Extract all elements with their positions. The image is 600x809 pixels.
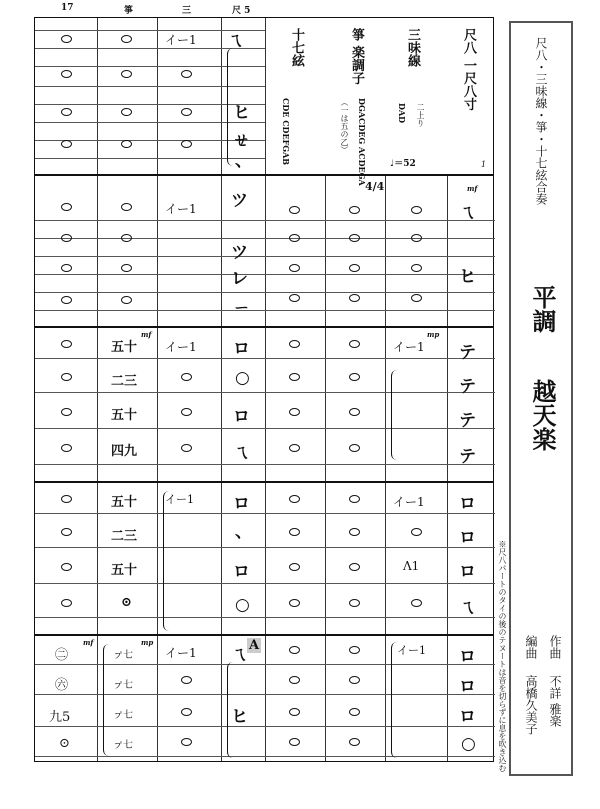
note (61, 444, 72, 452)
time-signature: 4/4 (365, 180, 385, 193)
legend-17-tuning: CDE CDEFGAB (281, 98, 291, 166)
shakuhachi-note: ツ (231, 243, 248, 263)
note (289, 738, 300, 746)
note (349, 738, 360, 746)
shakuhachi-note: テ (459, 447, 476, 467)
note (61, 108, 72, 116)
note (289, 563, 300, 571)
note (61, 563, 72, 571)
note (349, 373, 360, 381)
note (61, 495, 72, 503)
note (289, 340, 300, 348)
note (349, 599, 360, 607)
arranger-label: 編曲 (524, 635, 538, 659)
note (61, 340, 72, 348)
note (61, 408, 72, 416)
col-header-koto: 箏 (124, 6, 134, 16)
koto-note: 四九 (111, 444, 138, 459)
system-4 (34, 482, 494, 635)
note (289, 294, 300, 302)
col-header-17: 17 (61, 3, 74, 13)
shakuhachi-note: ロ (233, 339, 250, 359)
shakuhachi-note: ロ (459, 562, 476, 582)
note (181, 373, 192, 381)
legend-shakuhachi: 尺八 一尺八寸 (461, 28, 476, 111)
note (349, 206, 360, 214)
dynamic-mark: mf (141, 330, 152, 339)
note (349, 676, 360, 684)
shakuhachi-note: 、 (235, 522, 252, 542)
note (411, 234, 422, 242)
note (349, 340, 360, 348)
note (181, 444, 192, 452)
shamisen-note: イー1 (393, 340, 425, 354)
note (121, 35, 132, 43)
legend-17: 十七絃 (289, 28, 304, 67)
koto-note: ⊙ (121, 595, 132, 610)
17gen-note: 九5 (49, 710, 71, 725)
note (411, 264, 422, 272)
title-part-1: 平調 (528, 285, 557, 333)
shamisen-note: イー1 (165, 493, 194, 506)
shakuhachi-note: ㄟ (459, 598, 476, 618)
note (181, 70, 192, 78)
col-header-shamisen: 三 (182, 6, 192, 16)
shakuhachi-note: ロ (459, 494, 476, 514)
koto-note: 二三 (111, 374, 138, 389)
system-5 (34, 635, 494, 762)
shamisen-note: イー1 (165, 202, 197, 216)
koto-note: 二三 (111, 529, 138, 544)
note (121, 108, 132, 116)
note (121, 296, 132, 304)
shakuhachi-note: ヒ (231, 707, 248, 727)
note (349, 444, 360, 452)
note (349, 408, 360, 416)
note (121, 234, 132, 242)
note (411, 599, 422, 607)
note (289, 495, 300, 503)
note (61, 528, 72, 536)
note (181, 408, 192, 416)
note (61, 70, 72, 78)
shakuhachi-note: ㄟ (231, 645, 248, 665)
note (289, 206, 300, 214)
koto-note: ㇷ゚七 (113, 680, 133, 691)
shamisen-note: イー1 (393, 495, 425, 509)
shakuhachi-note: ロ (233, 494, 250, 514)
note (289, 676, 300, 684)
note (349, 495, 360, 503)
note (411, 528, 422, 536)
shakuhachi-note: ○ (235, 595, 250, 615)
note (289, 373, 300, 381)
note (349, 646, 360, 654)
legend-shamisen: 三味線 (405, 28, 420, 67)
composer: 不詳 雅楽 (548, 675, 562, 727)
note (181, 676, 192, 684)
note (349, 234, 360, 242)
note (61, 140, 72, 148)
shakuhachi-note: ロ (233, 407, 250, 427)
shakuhachi-note: テ (459, 343, 476, 363)
note (289, 646, 300, 654)
note (289, 408, 300, 416)
system-1 (34, 17, 494, 186)
shamisen-note: イー1 (165, 340, 197, 354)
shakuhachi-note: ヒ (459, 267, 476, 287)
shakuhachi-note: ㄧ (233, 299, 250, 319)
koto-note: 五十 (111, 408, 138, 423)
shakuhachi-note: ㄝ (233, 131, 250, 151)
shakuhachi-note: ○ (461, 734, 476, 754)
note (289, 234, 300, 242)
shakuhachi-note: ロ (459, 677, 476, 697)
col-header-shakuhachi: 尺 5 (232, 6, 251, 16)
koto-note: ㇷ゚七 (113, 740, 133, 751)
shakuhachi-note: ○ (235, 368, 250, 388)
system-3 (34, 327, 494, 482)
shakuhachi-note: ロ (459, 528, 476, 548)
dynamic-mark: mp (427, 330, 440, 339)
shakuhachi-note: 、 (235, 151, 252, 171)
shakuhachi-note: ロ (459, 707, 476, 727)
note (121, 264, 132, 272)
title-part-2: 越天楽 (528, 379, 557, 451)
note (121, 203, 132, 211)
koto-note: 五十 (111, 563, 138, 578)
note (411, 294, 422, 302)
arranger: 高橋久美子 (524, 675, 538, 735)
17gen-note: ⊙ (59, 736, 70, 751)
note (349, 264, 360, 272)
title-box (509, 21, 573, 776)
shamisen-note: イー1 (165, 646, 197, 660)
shakuhachi-note: ㄟ (227, 31, 244, 51)
legend-shamisen-tuning: DAD (397, 103, 407, 124)
footnote: ※尺八パートのタイの後のテヌートは音を切らずに息を吹き込む (498, 540, 507, 772)
note (289, 444, 300, 452)
shamisen-note: イー1 (165, 33, 197, 47)
shakuhachi-note: テ (459, 377, 476, 397)
measure-number: 1 (481, 160, 487, 169)
note (61, 599, 72, 607)
shakuhachi-note: ロ (233, 562, 250, 582)
score (34, 17, 494, 762)
shamisen-note: Λ1 (403, 559, 420, 573)
koto-note: 五十 (111, 340, 138, 355)
note (61, 296, 72, 304)
note (61, 234, 72, 242)
note (181, 708, 192, 716)
dynamic-mark: mp (141, 638, 154, 647)
note (289, 708, 300, 716)
note (349, 708, 360, 716)
note (411, 206, 422, 214)
rehearsal-mark: A (249, 638, 260, 653)
koto-note: ㇷ゚七 (113, 710, 133, 721)
dynamic-mark: mf (83, 638, 94, 647)
note (61, 203, 72, 211)
shakuhachi-note: ㄟ (233, 443, 250, 463)
legend-koto-note: （一は五の乙） (340, 98, 349, 154)
17gen-note: ㊅ (55, 678, 69, 693)
note (289, 528, 300, 536)
note (61, 373, 72, 381)
note (181, 108, 192, 116)
composer-label: 作曲 (548, 635, 562, 659)
legend-shamisen-note: 二上り (416, 103, 425, 127)
shakuhachi-note: ヒ (233, 103, 250, 123)
note (289, 599, 300, 607)
legend-koto: 箏 楽調子 (349, 28, 364, 85)
note (289, 264, 300, 272)
shakuhachi-note: レ (231, 269, 248, 289)
note (121, 140, 132, 148)
note (61, 35, 72, 43)
koto-note: 五十 (111, 495, 138, 510)
shamisen-note: イー1 (397, 644, 426, 657)
note (349, 294, 360, 302)
legend-koto-tuning: DGACDEG ACDEGA (357, 98, 367, 186)
tempo: ♩＝52 (390, 159, 416, 169)
koto-note: ㇷ゚七 (113, 650, 133, 661)
shakuhachi-note: ㄟ (459, 203, 476, 223)
dynamic-mark: mf (467, 184, 478, 193)
shakuhachi-note: ロ (459, 647, 476, 667)
shakuhachi-note: ツ (231, 191, 248, 211)
shakuhachi-note: テ (459, 411, 476, 431)
note (181, 738, 192, 746)
note (349, 528, 360, 536)
17gen-note: ㊁ (55, 648, 69, 663)
note (121, 70, 132, 78)
system-2 (34, 175, 494, 327)
note (61, 264, 72, 272)
instrumentation: 尺八・三味線・箏・十七絃合奏 (534, 37, 548, 205)
note (349, 563, 360, 571)
note (181, 140, 192, 148)
